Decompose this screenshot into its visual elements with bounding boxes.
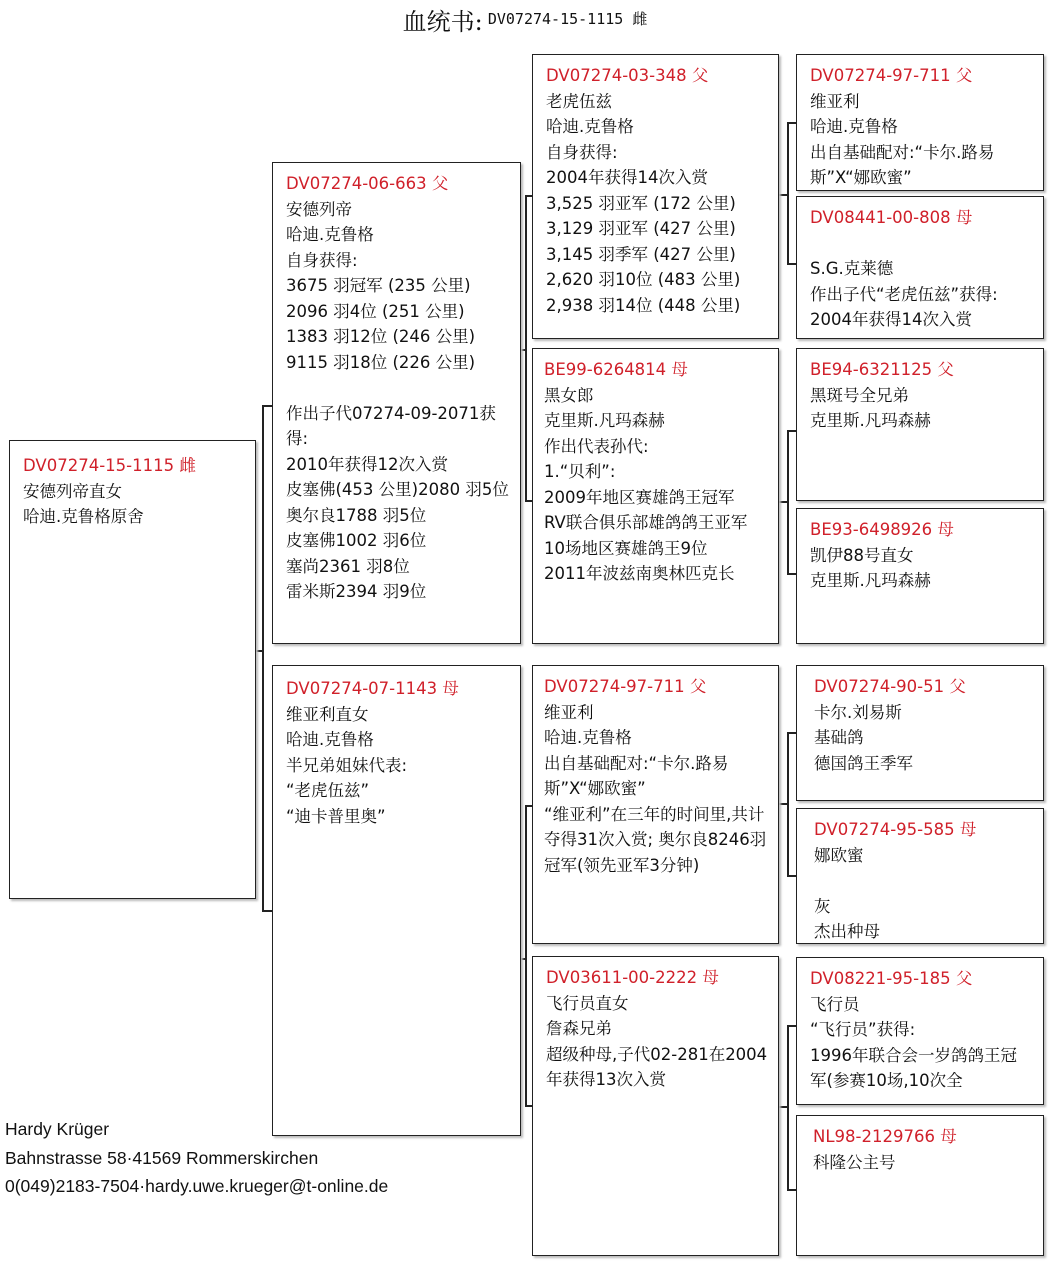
document-title: [0, 2, 1050, 37]
pigeon-info-line: 詹森兄弟: [546, 1019, 612, 1038]
connector: [787, 122, 789, 264]
pigeon-card-ssd: [796, 196, 1044, 339]
breeder-contact: [5, 1115, 388, 1201]
pigeon-info-line: 奥尔良1788 羽5位: [286, 505, 427, 525]
pigeon-info-line: 凯伊88号直女: [810, 545, 914, 565]
ring-number: NL98-2129766 母: [813, 1127, 957, 1146]
connector: [787, 263, 796, 265]
pigeon-info-line: 2011年波兹南奥林匹克长: [544, 564, 735, 583]
pigeon-info-line: 卡尔.刘易斯: [814, 702, 902, 722]
pigeon-info-line: [286, 375, 510, 401]
breeder-name: Hardy Krüger: [5, 1119, 110, 1139]
pigeon-info-line: 维亚利: [810, 91, 860, 111]
pigeon-card-ddd: [796, 1115, 1044, 1256]
pigeon-info-line: 安德列帝直女: [23, 481, 122, 501]
pigeon-info-line: [810, 231, 1033, 257]
pigeon-info-line: 皮塞佛1002 羽6位: [286, 531, 427, 550]
ring-number: BE99-6264814 母: [544, 360, 688, 379]
connector: [262, 405, 264, 911]
pigeon-card-subject: [9, 440, 256, 899]
pigeon-info-line: 克里斯.凡玛森赫: [544, 411, 665, 430]
pigeon-info-line: “迪卡普里奥”: [286, 806, 386, 826]
connector: [787, 122, 796, 124]
connector: [787, 430, 796, 432]
connector: [787, 732, 789, 876]
pigeon-info-line: 1996年联合会一岁鸽鸽王冠军(参赛10场,10次全: [810, 1045, 1017, 1090]
ring-number: BE94-6321125 父: [810, 360, 954, 379]
ring-number: DV07274-03-348 父: [546, 66, 709, 85]
pigeon-info-line: 基础鸽: [814, 728, 864, 747]
ring-number: DV07274-06-663 父: [286, 174, 449, 193]
pigeon-info-line: 半兄弟姐妹代表:: [286, 755, 408, 775]
pigeon-info-line: 超级种母,子代02-281在2004年获得13次入赏: [546, 1044, 768, 1089]
pigeon-info-line: 黑斑号全兄弟: [810, 385, 909, 405]
pigeon-info-line: 安德列帝: [286, 199, 352, 219]
pigeon-info-line: 科隆公主号: [813, 1152, 896, 1172]
connector: [525, 1105, 532, 1107]
pigeon-card-sire-sire: [532, 54, 779, 339]
connector: [787, 430, 789, 574]
title-ring-number: DV07274-15-1115 雌: [487, 10, 648, 28]
pigeon-info-line: 2004年获得14次入赏: [546, 168, 708, 187]
ring-number: DV08221-95-185 父: [810, 969, 973, 988]
connector: [787, 573, 796, 575]
pigeon-info-line: 皮塞佛(453 公里)2080 羽5位: [286, 480, 509, 499]
ring-number: BE93-6498926 母: [810, 520, 954, 539]
pigeon-info-line: 塞尚2361 羽8位: [286, 556, 410, 576]
connector: [787, 732, 796, 734]
pigeon-card-dss: [796, 665, 1044, 801]
pigeon-card-dam-dam: [532, 956, 779, 1256]
pigeon-info-line: 作出子代“老虎伍兹”获得:: [810, 284, 998, 304]
ring-number: DV08441-00-808 母: [810, 208, 973, 227]
connector: [525, 195, 527, 501]
pigeon-info-line: 飞行员: [810, 994, 860, 1014]
pigeon-info-line: 维亚利: [544, 702, 594, 722]
breeder-contact-info: 0(049)2183-7504·hardy.uwe.krueger@t-online.de: [5, 1176, 389, 1196]
pigeon-info-line: 哈迪.克鲁格: [546, 117, 634, 136]
pigeon-card-sire: [272, 162, 521, 644]
pigeon-info-line: 出自基础配对:“卡尔.路易斯”X“娜欧蜜”: [810, 142, 995, 187]
ring-number: DV07274-90-51 父: [814, 677, 966, 696]
pigeon-info-line: 2,620 羽10位 (483 公里): [546, 270, 741, 289]
title-label: 血统书:: [402, 8, 483, 36]
pigeon-info-line: 维亚利直女: [286, 704, 369, 724]
pigeon-info-line: 3,145 羽季军 (427 公里): [546, 244, 736, 264]
ring-number: DV07274-97-711 父: [810, 66, 973, 85]
pigeon-info-line: 哈迪.克鲁格原舍: [23, 507, 144, 526]
pigeon-info-line: 作出子代07274-09-2071获得:: [286, 403, 496, 448]
pigeon-info-line: S.G.克莱德: [810, 259, 894, 278]
pigeon-info-line: 9115 羽18位 (226 公里): [286, 352, 476, 372]
connector: [525, 805, 532, 807]
connector: [262, 910, 272, 912]
pigeon-info-line: 雷米斯2394 羽9位: [286, 582, 427, 601]
breeder-address: Bahnstrasse 58·41569 Rommerskirchen: [5, 1147, 319, 1168]
pigeon-info-line: 1383 羽12位 (246 公里): [286, 327, 476, 346]
connector: [787, 1025, 796, 1027]
connector: [525, 805, 527, 1106]
pigeon-info-line: 出自基础配对:“卡尔.路易斯”X“娜欧蜜”: [544, 753, 729, 798]
pigeon-info-line: 自身获得:: [286, 250, 358, 270]
ring-number: DV07274-15-1115 雌: [23, 456, 196, 475]
pigeon-info-line: 黑女郎: [544, 385, 594, 405]
connector: [787, 1189, 796, 1191]
pigeon-info-line: 3,525 羽亚军 (172 公里): [546, 193, 736, 213]
pigeon-info-line: 娜欧蜜: [814, 845, 864, 865]
pigeon-info-line: 哈迪.克鲁格: [544, 728, 632, 747]
pigeon-info-line: 3675 羽冠军 (235 公里): [286, 276, 471, 295]
pigeon-info-line: 10场地区赛雄鸽王9位: [544, 538, 708, 558]
pigeon-info-line: 2,938 羽14位 (448 公里): [546, 295, 741, 315]
connector: [787, 1025, 789, 1190]
pigeon-info-line: “飞行员”获得:: [810, 1020, 916, 1039]
pigeon-info-line: 克里斯.凡玛森赫: [810, 571, 931, 590]
pigeon-card-dam-sire: [532, 665, 779, 944]
pigeon-info-line: 灰: [814, 896, 831, 916]
connector: [787, 875, 796, 877]
pigeon-info-line: [814, 868, 1033, 894]
pigeon-info-line: 2004年获得14次入赏: [810, 310, 972, 329]
pigeon-card-sds: [796, 348, 1044, 501]
connector: [525, 195, 532, 197]
pigeon-info-line: 1.“贝利”:: [544, 462, 616, 481]
pigeon-card-sire-dam: [532, 348, 779, 644]
pigeon-info-line: 2010年获得12次入赏: [286, 454, 448, 474]
pigeon-card-dam: [272, 665, 521, 1136]
pigeon-info-line: 杰出种母: [814, 922, 880, 941]
pigeon-info-line: RV联合俱乐部雄鸽鸽王亚军: [544, 513, 748, 532]
pigeon-info-line: 2009年地区赛雄鸽王冠军: [544, 487, 735, 507]
pigeon-card-sdd: [796, 508, 1044, 644]
pigeon-info-line: “维亚利”在三年的时间里,共计夺得31次入赏; 奥尔良8246羽冠军(领先亚军3分钟): [544, 804, 767, 875]
pigeon-info-line: 哈迪.克鲁格: [286, 730, 374, 749]
pigeon-info-line: 3,129 羽亚军 (427 公里): [546, 219, 736, 238]
connector: [525, 500, 532, 502]
pigeon-info-line: “老虎伍兹”: [286, 781, 370, 800]
pigeon-info-line: 德国鸽王季军: [814, 753, 913, 773]
pigeon-info-line: 哈迪.克鲁格: [810, 117, 898, 136]
pigeon-info-line: 克里斯.凡玛森赫: [810, 411, 931, 430]
pigeon-card-dds: [796, 957, 1044, 1105]
pigeon-card-dsd: [796, 808, 1044, 944]
pigeon-info-line: 2096 羽4位 (251 公里): [286, 301, 465, 321]
pigeon-info-line: 哈迪.克鲁格: [286, 225, 374, 244]
pigeon-info-line: 飞行员直女: [546, 993, 629, 1013]
pigeon-info-line: 自身获得:: [546, 142, 618, 162]
pigeon-info-line: 作出代表孙代:: [544, 436, 649, 456]
ring-number: DV03611-00-2222 母: [546, 968, 719, 987]
ring-number: DV07274-07-1143 母: [286, 679, 459, 698]
connector: [262, 405, 272, 407]
pigeon-info-line: 老虎伍兹: [546, 91, 612, 111]
pigeon-card-sss: [796, 54, 1044, 191]
ring-number: DV07274-95-585 母: [814, 820, 977, 839]
ring-number: DV07274-97-711 父: [544, 677, 707, 696]
